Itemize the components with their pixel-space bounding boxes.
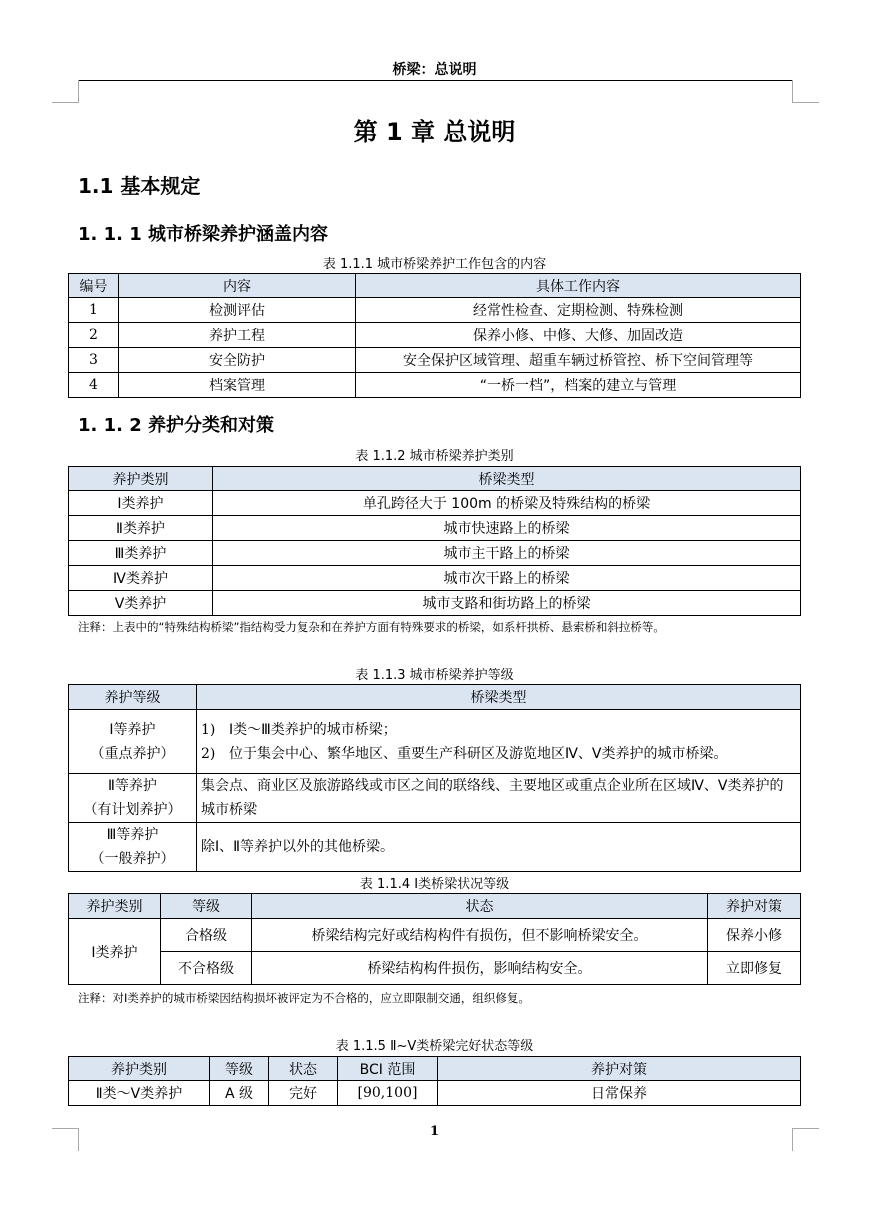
table-cell [197, 710, 801, 774]
table5-header-level: 等级 [210, 1057, 269, 1081]
table-row [69, 952, 801, 985]
table-row [69, 348, 801, 373]
crop-mark-top-right [792, 80, 819, 103]
table-cell: 3 [69, 348, 119, 373]
table-row [69, 323, 801, 348]
table-cell: 1 [69, 298, 119, 323]
table-cell: 城市快速路上的桥梁 [213, 516, 801, 541]
table-maintenance-content [68, 273, 801, 398]
table-row [69, 541, 801, 566]
chapter-title: 第 1 章 总说明 [353, 118, 516, 146]
table-cell: 城市次干路上的桥梁 [213, 566, 801, 591]
table-cell: Ⅱ类～Ⅴ类养护 [69, 1081, 210, 1106]
table-class1-condition [68, 893, 801, 985]
table4-note: 注释：对Ⅰ类养护的城市桥梁因结构损坏被评定为不合格的，应立即限制交通，组织修复。 [78, 991, 530, 1005]
table5-header-category: 养护类别 [69, 1057, 210, 1081]
table1-caption: 表 1.1.1 城市桥梁养护工作包含的内容 [322, 257, 547, 272]
table1-header-id: 编号 [69, 274, 119, 298]
table-row [69, 373, 801, 398]
grade-subtitle: （重点养护） [90, 745, 175, 762]
header-rule [78, 80, 792, 81]
table5-header-measure: 养护对策 [438, 1057, 801, 1081]
table-cell: Ⅰ类养护 [69, 491, 213, 516]
table3-caption: 表 1.1.3 城市桥梁养护等级 [355, 668, 514, 683]
page-number: 1 [429, 1124, 440, 1139]
table2-caption: 表 1.1.2 城市桥梁养护类别 [355, 449, 514, 464]
list-item [201, 742, 796, 766]
table-cell: 除Ⅰ、Ⅱ等养护以外的其他桥梁。 [197, 823, 801, 872]
table3-header-grade: 养护等级 [69, 685, 197, 710]
table-row [69, 1081, 801, 1106]
table-row [69, 919, 801, 952]
table-cell: 完好 [269, 1081, 338, 1106]
table-cell [69, 710, 197, 774]
table-cell: “一桥一档”，档案的建立与管理 [356, 373, 801, 398]
table5-caption: 表 1.1.5 Ⅱ~Ⅴ类桥梁完好状态等级 [335, 1039, 534, 1054]
table-cell: 城市支路和街坊路上的桥梁 [213, 591, 801, 616]
grade-name: Ⅲ等养护 [106, 827, 159, 843]
list-text: 位于集会中心、繁华地区、重要生产科研区及游览地区Ⅳ、Ⅴ类养护的城市桥梁。 [229, 745, 728, 762]
table-cell: 集会点、商业区及旅游路线或市区之间的联络线、主要地区或重点企业所在区域Ⅳ、Ⅴ类养护的城市桥梁 [197, 774, 801, 823]
table5-header-status: 状态 [269, 1057, 338, 1081]
table-cell [69, 774, 197, 823]
table-cell: 单孔跨径大于 100m 的桥梁及特殊结构的桥梁 [213, 491, 801, 516]
table-maintenance-category [68, 466, 801, 616]
table-cell: 日常保养 [438, 1081, 801, 1106]
table1-header-content: 内容 [119, 274, 356, 298]
table-cell: 档案管理 [119, 373, 356, 398]
table2-note: 注释：上表中的“特殊结构桥梁”指结构受力复杂和在养护方面有特殊要求的桥梁，如系杆拱桥、悬索桥和斜拉桥等。 [78, 620, 665, 634]
table-maintenance-grade [68, 684, 801, 872]
table4-header-category: 养护类别 [69, 894, 161, 919]
table-cell: 城市主干路上的桥梁 [213, 541, 801, 566]
grade-name: Ⅰ等养护 [109, 721, 156, 738]
table-cell: Ⅱ类养护 [69, 516, 213, 541]
table-cell: 检测评估 [119, 298, 356, 323]
list-text: Ⅰ类～Ⅲ类养护的城市桥梁； [229, 721, 397, 738]
table4-header-level: 等级 [161, 894, 252, 919]
table4-header-status: 状态 [252, 894, 708, 919]
table-row [69, 591, 801, 616]
subsection-heading-1: 1. 1. 1 城市桥梁养护涵盖内容 [78, 224, 329, 245]
table-row [69, 491, 801, 516]
table-cell: 安全保护区域管理、超重车辆过桥管控、桥下空间管理等 [356, 348, 801, 373]
table-cell-category: Ⅰ类养护 [69, 919, 161, 985]
crop-mark-top-left [52, 80, 79, 103]
list-number: 2) [201, 745, 216, 762]
table-cell: 保养小修 [708, 919, 801, 952]
table-row [69, 566, 801, 591]
table-cell: 立即修复 [708, 952, 801, 985]
running-header: 桥梁：总说明 [392, 62, 477, 78]
table-row [69, 774, 801, 823]
table-cell: 不合格级 [161, 952, 252, 985]
subsection-heading-2: 1. 1. 2 养护分类和对策 [78, 415, 275, 436]
table-cell: 经常性检查、定期检测、特殊检测 [356, 298, 801, 323]
table-cell [69, 823, 197, 872]
grade-subtitle: （有计划养护） [83, 802, 182, 818]
table-row [69, 516, 801, 541]
table-cell: 桥梁结构构件损伤，影响结构安全。 [252, 952, 708, 985]
table-cell: Ⅲ类养护 [69, 541, 213, 566]
table-cell: [90,100] [338, 1081, 438, 1106]
table-cell: A 级 [210, 1081, 269, 1106]
table4-header-measure: 养护对策 [708, 894, 801, 919]
table-cell: 桥梁结构完好或结构构件有损伤，但不影响桥梁安全。 [252, 919, 708, 952]
table2-header-type: 桥梁类型 [213, 467, 801, 491]
table1-header-detail: 具体工作内容 [356, 274, 801, 298]
table-cell: 2 [69, 323, 119, 348]
table5-header-bci: BCI 范围 [338, 1057, 438, 1081]
table3-header-type: 桥梁类型 [197, 685, 801, 710]
table4-caption: 表 1.1.4 Ⅰ类桥梁状况等级 [359, 877, 510, 892]
table-row [69, 298, 801, 323]
table2-header-category: 养护类别 [69, 467, 213, 491]
grade-subtitle: （一般养护） [90, 851, 175, 867]
table-cell: 合格级 [161, 919, 252, 952]
list-number: 1) [201, 721, 216, 738]
table-row [69, 710, 801, 774]
table-cell: 保养小修、中修、大修、加固改造 [356, 323, 801, 348]
grade-name: Ⅱ等养护 [108, 778, 157, 794]
table-row [69, 823, 801, 872]
list-item [201, 718, 796, 742]
section-heading: 1.1 基本规定 [78, 174, 201, 198]
table-cell: Ⅳ类养护 [69, 566, 213, 591]
table-cell: 养护工程 [119, 323, 356, 348]
table-class2-5-condition [68, 1056, 801, 1106]
table-cell: Ⅴ类养护 [69, 591, 213, 616]
table-cell: 4 [69, 373, 119, 398]
table-cell: 安全防护 [119, 348, 356, 373]
